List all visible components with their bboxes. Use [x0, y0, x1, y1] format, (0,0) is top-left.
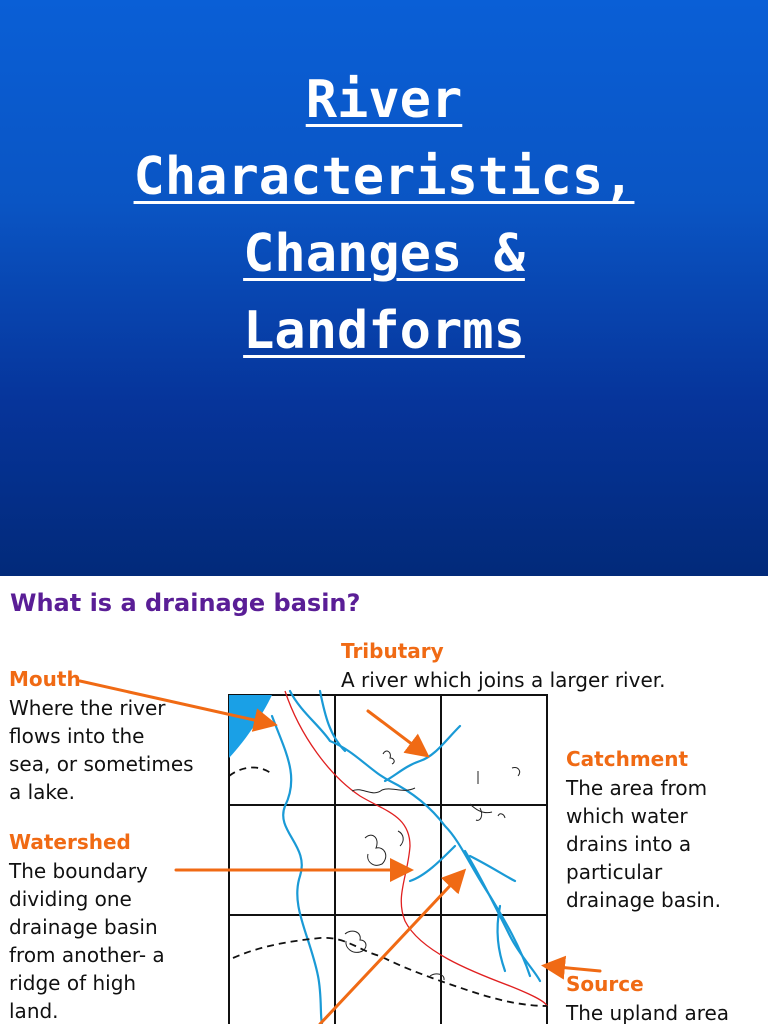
tributary-arrow [368, 711, 425, 754]
mouth-definition: Where the river flows into the sea, or sometimes a lake. [9, 696, 194, 804]
drainage-basin-map [0, 576, 768, 1024]
drainage-basin-slide [0, 576, 768, 1024]
watershed-definition: The boundary dividing one drainage basin from another- a ridge of high land. [9, 859, 165, 1023]
mouth-label: Mouth [9, 667, 81, 691]
watershed-boundary [285, 691, 547, 1006]
contour-lines [229, 768, 547, 1007]
sea-shape [229, 695, 272, 758]
annotation-arrows [80, 681, 600, 1024]
title-line-1: River [305, 70, 463, 130]
map-grid [229, 695, 547, 1024]
tributary-southeast-2 [470, 856, 515, 881]
slide-question: What is a drainage basin? [10, 589, 361, 617]
source-arrow [547, 966, 600, 971]
catchment-label: Catchment [566, 747, 689, 771]
slide-title [0, 62, 768, 370]
terrain-marks [345, 751, 520, 980]
tributary-definition: A river which joins a larger river. [341, 668, 666, 692]
tributary-label: Tributary [341, 639, 444, 663]
upper-tributary [290, 691, 530, 976]
source-definition: The upland area [566, 1001, 730, 1024]
source-label: Source [566, 972, 644, 996]
tributary-southwest [410, 846, 455, 881]
title-line-2: Characteristics, [133, 147, 635, 207]
title-line-3: Changes & [243, 224, 525, 284]
watershed-label: Watershed [9, 830, 131, 854]
catchment-definition: The area from which water drains into a particular drainage basin. [566, 776, 721, 912]
title-line-4: Landforms [243, 301, 525, 361]
